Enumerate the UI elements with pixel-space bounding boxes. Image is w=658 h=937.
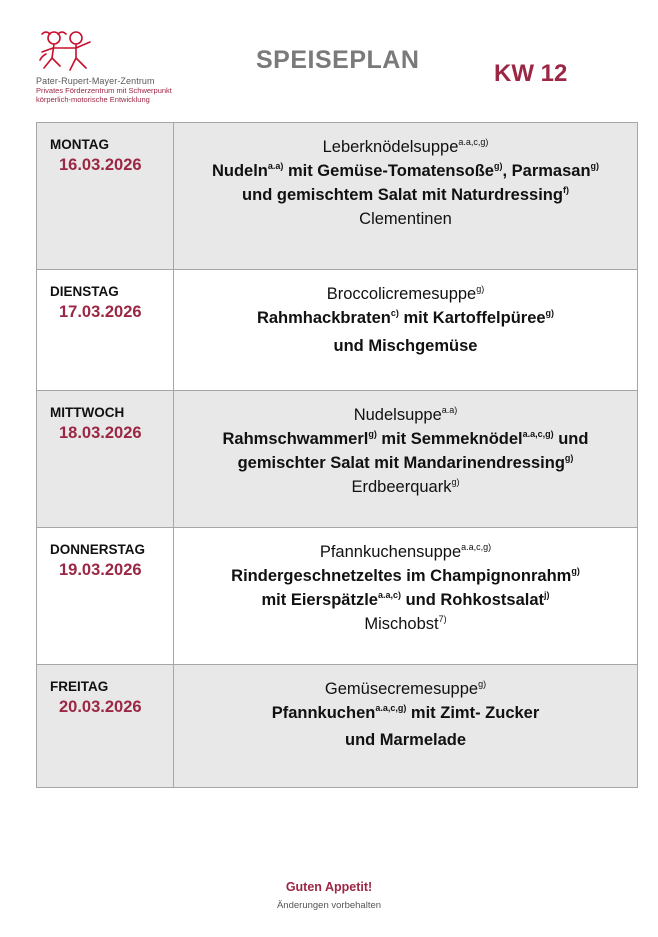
main-text: gemischter Salat mit Mandarinendressing (237, 454, 565, 472)
allergen-code: a.a) (267, 161, 284, 171)
menu-table (36, 122, 638, 788)
main-line-1 (174, 306, 637, 330)
allergen-code: g) (571, 566, 580, 576)
main-line-1 (174, 159, 637, 183)
soup-line (174, 403, 637, 427)
main-line-1 (174, 427, 637, 451)
dessert-line (174, 207, 637, 231)
main-line-2 (174, 334, 637, 358)
main-text: mit Eierspätzle (261, 591, 378, 609)
day-row-friday (37, 665, 638, 788)
organization-subtitle-1: Privates Förderzentrum mit Schwerpunkt (36, 86, 172, 95)
allergen-code: a.a,c) (377, 590, 401, 600)
main-line-2 (174, 451, 637, 475)
dessert-text: Erdbeerquark (351, 478, 452, 496)
allergen-code: g) (590, 161, 600, 171)
children-logo-icon (36, 28, 98, 74)
day-cell (37, 123, 174, 270)
allergen-code: g) (478, 679, 487, 689)
allergen-code: g) (451, 477, 460, 487)
day-cell (37, 665, 174, 788)
soup-line (174, 282, 637, 306)
footer-note: Änderungen vorbehalten (276, 900, 382, 911)
logo (36, 28, 216, 104)
footer-appetit: Guten Appetit! (285, 880, 373, 894)
main-text: mit Kartoffelpüree (398, 309, 546, 327)
main-text: und Mischgemüse (333, 337, 478, 355)
day-name: MONTAG (50, 137, 109, 152)
allergen-code: g) (368, 429, 377, 439)
soup-text: Broccolicremesuppe (326, 285, 477, 303)
organization-subtitle-2: körperlich-motorische Entwicklung (36, 95, 150, 104)
main-text: Rahmhackbraten (256, 309, 391, 327)
day-row-monday (37, 123, 638, 270)
day-name: DIENSTAG (50, 284, 119, 299)
main-text: Rindergeschnetzeltes im Champignonrahm (231, 567, 572, 585)
soup-line (174, 540, 637, 564)
menu-cell (174, 270, 638, 391)
dessert-text: Mischobst (364, 615, 439, 633)
page-title: SPEISEPLAN (256, 46, 420, 74)
soup-line (174, 135, 637, 159)
allergen-code: a.a,c,g) (375, 703, 407, 713)
main-text: und (553, 430, 589, 448)
main-text: mit Zimt- Zucker (406, 704, 540, 722)
day-row-thursday (37, 528, 638, 665)
organization-name: Pater-Rupert-Mayer-Zentrum (36, 76, 155, 86)
day-name: DONNERSTAG (50, 542, 146, 557)
allergen-code: c) (390, 308, 399, 318)
main-line-2 (174, 588, 637, 612)
dessert-line (174, 475, 637, 499)
main-text: und Marmelade (344, 731, 467, 749)
soup-text: Leberknödelsuppe (322, 138, 459, 156)
day-date: 20.03.2026 (59, 698, 142, 716)
allergen-code: a.a,c,g) (522, 429, 554, 439)
main-line-1 (174, 701, 637, 725)
menu-cell (174, 528, 638, 665)
menu-cell (174, 123, 638, 270)
day-name: MITTWOCH (50, 405, 125, 420)
main-line-1 (174, 564, 637, 588)
soup-text: Pfannkuchensuppe (319, 543, 462, 561)
day-cell (37, 528, 174, 665)
soup-text: Gemüsecremesuppe (324, 680, 479, 698)
day-date: 17.03.2026 (59, 303, 142, 321)
allergen-code: g) (476, 284, 485, 294)
dessert-text: Clementinen (359, 210, 452, 228)
main-text: Nudeln (211, 162, 268, 180)
main-text: Rahmschwammerl (222, 430, 369, 448)
allergen-code: g) (493, 161, 503, 171)
soup-line (174, 677, 637, 701)
dessert-line (174, 612, 637, 636)
allergen-code: f) (562, 185, 569, 195)
week-number: KW 12 (494, 60, 568, 87)
day-date: 18.03.2026 (59, 424, 142, 442)
allergen-code: a.a,c,g) (458, 137, 489, 147)
main-text: , Parmasan (502, 162, 591, 180)
menu-cell (174, 391, 638, 528)
allergen-code: a.a,c,g) (461, 542, 492, 552)
main-line-2 (174, 183, 637, 207)
day-cell (37, 391, 174, 528)
main-text: Pfannkuchen (271, 704, 376, 722)
main-text: und gemischtem Salat mit Naturdressing (242, 186, 563, 204)
soup-text: Nudelsuppe (353, 406, 442, 424)
day-row-wednesday (37, 391, 638, 528)
allergen-code: g) (545, 308, 555, 318)
day-cell (37, 270, 174, 391)
main-text: mit Semmeknödel (376, 430, 523, 448)
menu-cell (174, 665, 638, 788)
day-date: 16.03.2026 (59, 156, 142, 174)
main-text: mit Gemüse-Tomatensoße (283, 162, 494, 180)
main-line-2 (174, 728, 637, 752)
allergen-code: a.a) (441, 405, 458, 415)
day-date: 19.03.2026 (59, 561, 142, 579)
day-name: FREITAG (50, 679, 109, 694)
allergen-code: j) (544, 590, 550, 600)
main-text: und Rohkostsalat (400, 591, 544, 609)
allergen-code: 7) (438, 614, 447, 624)
day-row-tuesday (37, 270, 638, 391)
allergen-code: g) (564, 453, 574, 463)
